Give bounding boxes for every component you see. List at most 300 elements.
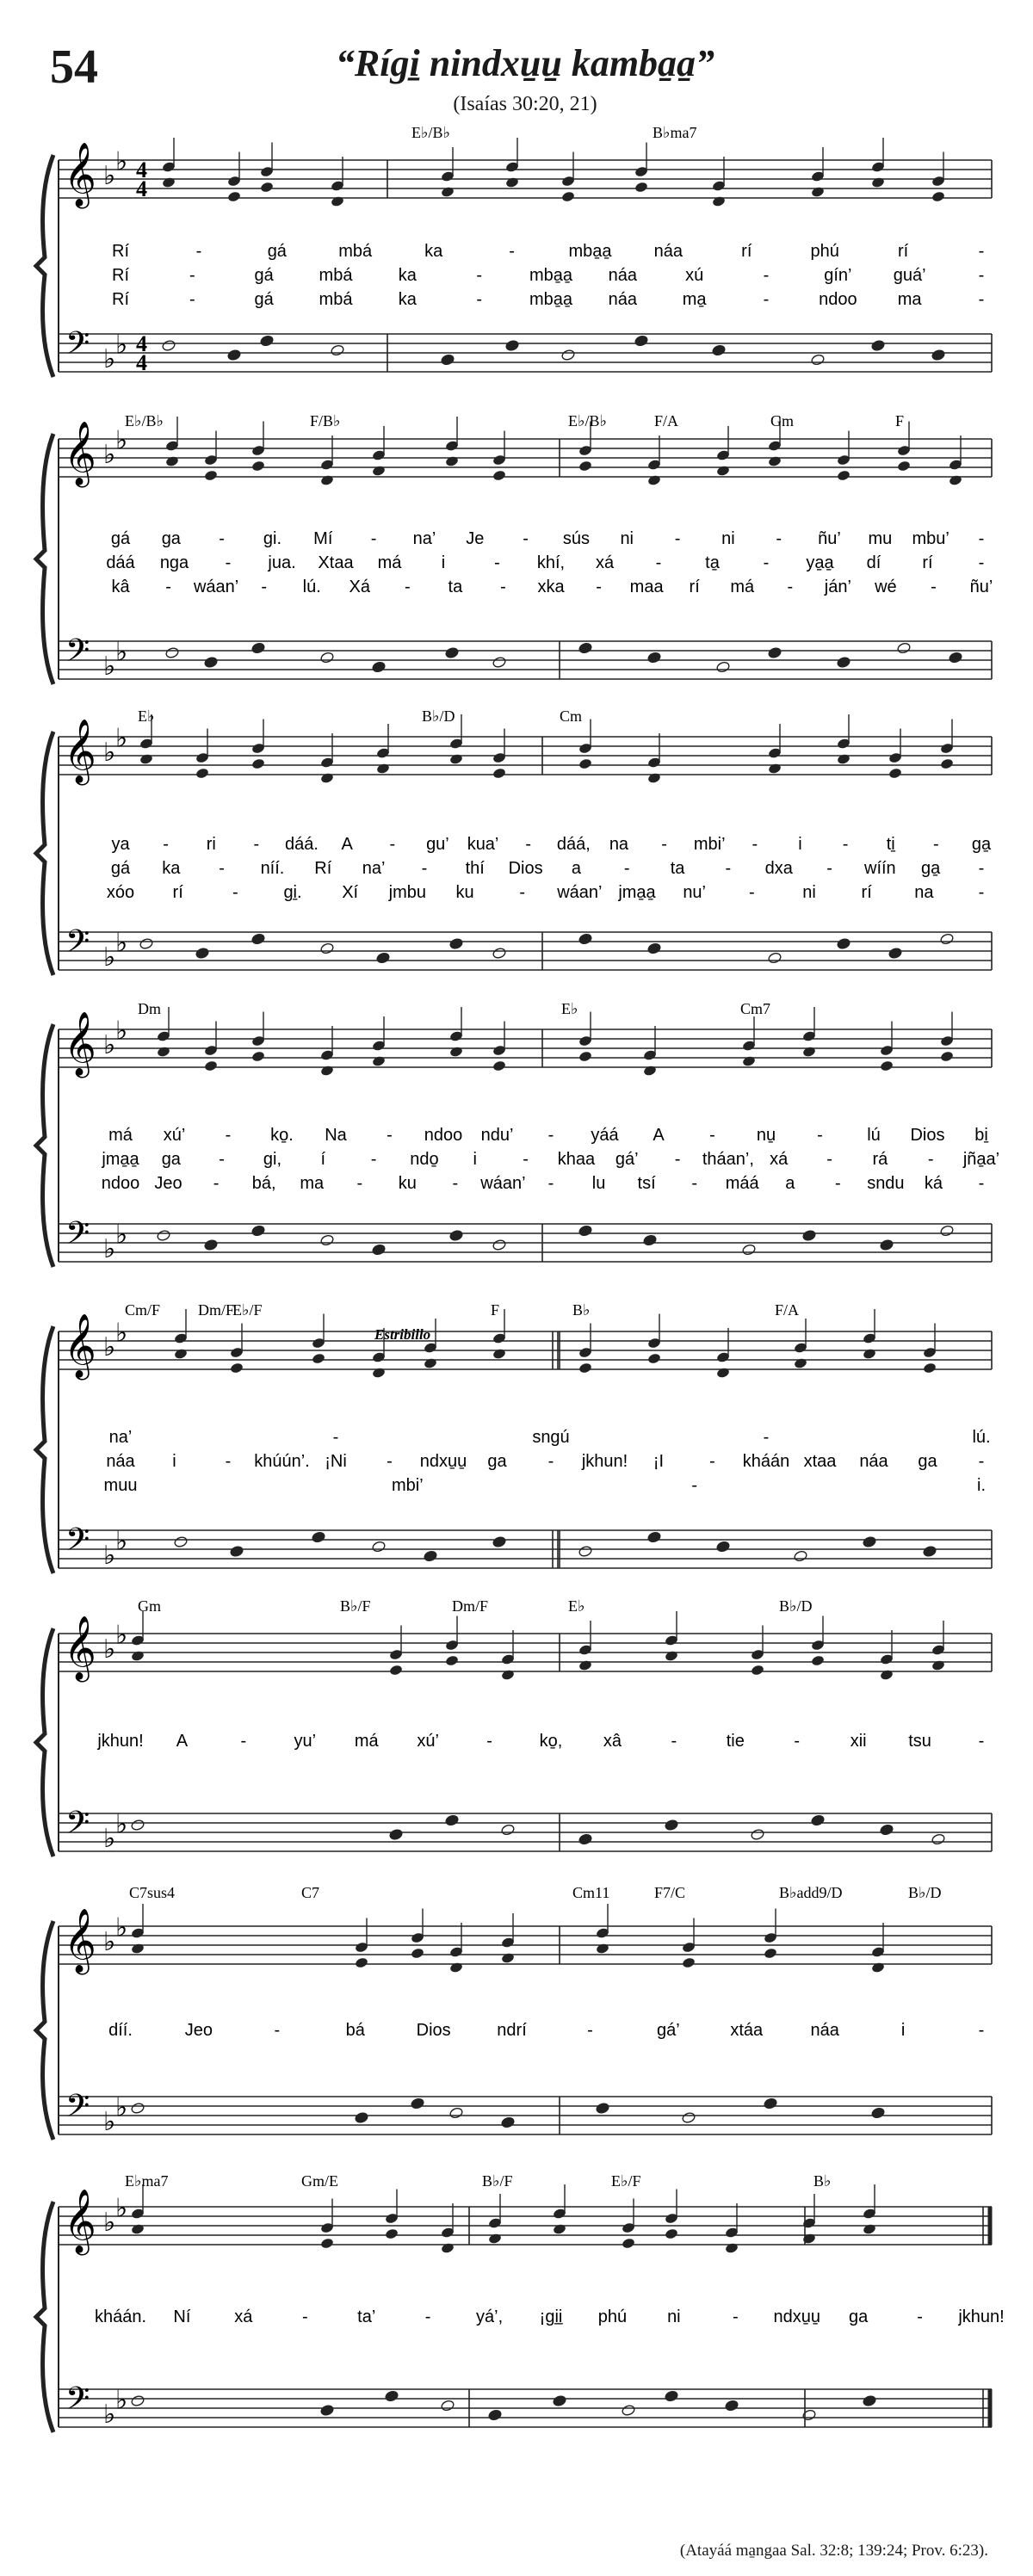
svg-text:♭: ♭ [115, 1620, 128, 1651]
lyric-syllable: lú. [972, 1428, 991, 1447]
note-head [449, 2107, 464, 2119]
chord-symbol: B♭/D [779, 1597, 813, 1615]
brace-icon [36, 1024, 53, 1267]
lyric-syllable: níí. [260, 859, 285, 878]
note-head [251, 642, 266, 654]
lyric-syllable: xú’ [163, 1126, 186, 1145]
note-head [622, 2404, 636, 2416]
note-head [505, 339, 520, 351]
lyric-syllable: ndrí [497, 2021, 527, 2040]
lyric-syllable: Je [466, 529, 485, 548]
lyric-syllable: yu’ [294, 1732, 317, 1751]
note-head [320, 1234, 335, 1246]
note-head [802, 2233, 817, 2245]
lyric-syllable: ñu’ [969, 578, 993, 596]
note-head [647, 652, 662, 664]
chord-symbol: B♭ [813, 2172, 832, 2190]
note-head [553, 2223, 567, 2235]
svg-text:♭: ♭ [115, 2385, 128, 2416]
lyric-syllable: - [332, 1428, 339, 1447]
note-head [501, 1824, 516, 1836]
lyric-syllable: - [195, 242, 202, 261]
lyric-syllable: - [752, 835, 758, 854]
lyric-syllable: jma̱a̱ [102, 1150, 139, 1169]
note-head [897, 460, 912, 472]
lyric-syllable: ko̱. [270, 1126, 294, 1145]
lyric-syllable: nu̱ [756, 1126, 776, 1145]
note-head [880, 1239, 894, 1251]
lyric-syllable: - [917, 2307, 923, 2326]
note-head [492, 1348, 507, 1360]
note-head [940, 933, 955, 945]
note-head [312, 1352, 326, 1364]
svg-text:♭: ♭ [103, 440, 116, 470]
note-head [441, 2400, 455, 2412]
music-system-4 [36, 1000, 999, 1267]
chord-symbol: F/B♭ [310, 412, 341, 429]
lyric-syllable: ta [448, 578, 463, 596]
lyric-syllable: - [725, 859, 732, 878]
lyric-line [109, 1428, 991, 1447]
lyric-syllable: dáá [106, 553, 135, 572]
note-head [880, 1669, 894, 1681]
lyric-syllable: - [834, 1174, 841, 1193]
chord-symbol: Cm/F [125, 1301, 161, 1319]
lyric-syllable: - [519, 883, 526, 902]
chord-symbol: B♭/D [422, 707, 455, 725]
note-head [251, 757, 266, 769]
note-head [578, 1225, 593, 1237]
time-signature: 4 [136, 350, 147, 375]
note-head [888, 767, 903, 779]
lyric-syllable: gá’ [615, 1150, 639, 1169]
lyric-syllable: - [978, 1452, 985, 1471]
lyric-syllable: - [748, 883, 755, 902]
lyric-syllable: - [623, 859, 630, 878]
note-head [712, 344, 727, 356]
lyric-syllable: ta [670, 859, 685, 878]
lyric-syllable: ndxu̱u̱ [419, 1452, 467, 1471]
lyric-syllable: má [730, 578, 755, 596]
lyric-syllable: sndu [867, 1174, 905, 1193]
lyric-syllable: - [189, 266, 195, 285]
bass-clef-icon: 𝄢 [65, 633, 90, 676]
lyric-syllable: - [763, 290, 770, 309]
lyric-syllable: - [978, 290, 985, 309]
note-head [634, 181, 649, 193]
lyric-syllable: dáá, [556, 835, 591, 854]
note-head [492, 469, 507, 481]
note-head [725, 2400, 739, 2412]
lyric-syllable: na’ [412, 529, 436, 548]
lyric-syllable: ga̱ [921, 859, 941, 878]
note-head [647, 1531, 662, 1543]
brace-icon [36, 1628, 53, 1856]
note-head [871, 1961, 886, 1974]
lyric-syllable: jua. [268, 553, 296, 572]
bass-clef-icon: 𝄢 [65, 325, 90, 369]
lyric-syllable: - [596, 578, 602, 596]
note-head [949, 474, 963, 486]
note-head [492, 1059, 507, 1072]
note-head [811, 1654, 826, 1666]
lyric-syllable: mba̱a̱ [529, 290, 573, 309]
lyric-syllable: - [931, 578, 937, 596]
chord-symbol: Dm [138, 1000, 161, 1017]
note-head [863, 1535, 877, 1547]
chord-symbol: Gm [770, 412, 794, 429]
note-head [931, 349, 946, 361]
chord-symbol: B♭/D [908, 1884, 942, 1901]
lyric-syllable: lu [591, 1174, 606, 1193]
lyric-syllable: na’ [362, 859, 386, 878]
note-head [931, 1659, 946, 1671]
chord-symbol: F/A [654, 412, 679, 429]
lyric-syllable: má [354, 1732, 379, 1751]
note-head [320, 2404, 335, 2416]
lyric-syllable: nga [159, 553, 189, 572]
note-head [449, 1229, 464, 1241]
svg-text:♭: ♭ [103, 942, 116, 973]
lyric-syllable: díí. [108, 2021, 133, 2040]
note-head [811, 186, 826, 198]
lyric-syllable: - [232, 883, 238, 902]
lyric-syllable: Dios [910, 1126, 945, 1145]
note-head [331, 344, 345, 356]
lyric-syllable: ni [802, 883, 816, 902]
note-head [647, 474, 662, 486]
brace-icon [36, 434, 53, 684]
note-head [492, 947, 507, 959]
note-head [751, 1664, 765, 1676]
lyric-syllable: - [826, 1150, 832, 1169]
note-head [871, 339, 886, 351]
lyric-syllable: mbi’ [693, 835, 726, 854]
lyric-syllable: jmbu [388, 883, 427, 902]
lyric-syllable: ¡I [653, 1452, 665, 1471]
chord-symbol: E♭/F [232, 1301, 263, 1319]
lyric-line [95, 2307, 1005, 2326]
note-head [204, 469, 219, 481]
lyric-line [111, 835, 992, 854]
chord-symbol: B♭/F [482, 2172, 513, 2190]
lyric-syllable: - [978, 266, 985, 285]
note-head [888, 947, 903, 959]
lyric-syllable: - [525, 835, 532, 854]
note-head [174, 1348, 189, 1360]
note-head [768, 455, 782, 467]
note-head [665, 1819, 679, 1831]
lyric-syllable: má [377, 553, 402, 572]
lyric-syllable: - [163, 835, 169, 854]
chord-symbol: E♭/B♭ [125, 412, 164, 429]
svg-text:♭: ♭ [103, 1824, 116, 1854]
lyric-syllable: - [978, 1732, 985, 1751]
svg-text:♭: ♭ [115, 1526, 128, 1557]
lyric-syllable: - [225, 553, 232, 572]
note-head [372, 1244, 387, 1256]
lyric-syllable: kháán [742, 1452, 790, 1471]
chord-symbol: Gm/E [301, 2172, 338, 2190]
note-head [716, 1541, 731, 1553]
lyric-syllable: - [509, 242, 515, 261]
lyric-syllable: lú. [302, 578, 321, 596]
note-head [355, 1956, 369, 1968]
note-head [505, 176, 520, 188]
note-head [923, 1545, 937, 1557]
lyric-syllable: - [421, 859, 428, 878]
chord-symbol: E♭ [138, 707, 155, 725]
note-head [682, 2111, 696, 2123]
lyric-syllable: xú [685, 266, 704, 285]
lyric-syllable: xá [234, 2307, 253, 2326]
lyric-syllable: thí [465, 859, 485, 878]
lyric-syllable: - [261, 578, 268, 596]
footer-note: (Atayáá ma̱ngaa Sal. 32:8; 139:24; Prov. 6:23). [679, 2542, 988, 2560]
lyric-syllable: - [794, 1732, 801, 1751]
lyric-syllable: gá [254, 266, 274, 285]
lyric-syllable: ká [924, 1174, 943, 1193]
lyric-syllable: náa [810, 2021, 839, 2040]
lyric-syllable: ku [455, 883, 474, 902]
note-head [742, 1055, 757, 1067]
svg-text:♭: ♭ [103, 1332, 116, 1362]
lyric-syllable: má [108, 1126, 133, 1145]
chord-symbol: E♭/B♭ [411, 124, 450, 141]
note-head [449, 1961, 464, 1974]
note-head [251, 1050, 266, 1062]
lyric-syllable: na’ [108, 1428, 133, 1447]
note-head [492, 1535, 507, 1547]
lyric-syllable: mbi’ [391, 1476, 424, 1495]
note-head [802, 1229, 817, 1241]
note-head [634, 335, 649, 347]
note-head [923, 1362, 937, 1374]
note-head [837, 656, 851, 668]
lyric-syllable: - [978, 242, 985, 261]
lyric-line [106, 553, 984, 572]
lyric-syllable: mba̱a̱ [568, 242, 612, 261]
note-head [837, 469, 851, 481]
lyric-syllable: náa [608, 266, 638, 285]
lyric-syllable: - [978, 2021, 985, 2040]
lyric-syllable: mu [868, 529, 893, 548]
note-head [647, 942, 662, 954]
note-head [445, 646, 460, 658]
lyric-syllable: - [691, 1174, 698, 1193]
note-head [445, 1654, 460, 1666]
chord-symbol: B♭ma7 [653, 124, 697, 141]
note-head [385, 2390, 399, 2402]
lyric-syllable: - [301, 2307, 308, 2326]
lyric-syllable: - [978, 553, 985, 572]
lyric-syllable: - [486, 1732, 492, 1751]
lyric-syllable: khúún’. [254, 1452, 310, 1471]
lyric-syllable: xâ [603, 1732, 622, 1751]
note-head [204, 656, 219, 668]
music-system-7 [36, 1884, 992, 2140]
svg-text:♭: ♭ [103, 1030, 116, 1060]
note-head [320, 1065, 335, 1077]
note-head [578, 933, 593, 945]
lyric-syllable: gi̱. [283, 883, 302, 902]
chord-symbol: C7sus4 [129, 1884, 176, 1901]
note-head [449, 937, 464, 949]
lyric-syllable: jña̱a’ [962, 1150, 1000, 1169]
lyric-syllable: i [900, 2021, 906, 2040]
note-head [411, 1947, 425, 1959]
lyric-syllable: xtaa [803, 1452, 837, 1471]
note-head [372, 1541, 387, 1553]
lyric-syllable: ta̱ [705, 553, 720, 572]
note-head [411, 2097, 425, 2110]
chord-symbol: Cm [560, 707, 583, 725]
note-head [174, 1535, 189, 1547]
bass-clef-icon: 𝄢 [65, 1805, 90, 1849]
note-head [195, 947, 210, 959]
svg-text:♭: ♭ [103, 2400, 116, 2430]
lyric-syllable: xá [770, 1150, 789, 1169]
lyric-line [101, 1150, 999, 1169]
music-system-6 [36, 1597, 992, 1856]
svg-text:♭: ♭ [115, 637, 128, 668]
lyric-syllable: wáan’ [480, 1174, 526, 1193]
lyric-syllable: mbá [319, 266, 353, 285]
note-head [424, 1550, 438, 1562]
lyric-syllable: ya [111, 835, 130, 854]
chord-symbol: E♭ma7 [125, 2172, 169, 2190]
note-head [355, 2111, 369, 2123]
note-head [260, 181, 275, 193]
note-head [372, 465, 387, 477]
lyric-syllable: jkhun! [581, 1452, 628, 1471]
svg-text:♭: ♭ [103, 1541, 116, 1571]
lyric-syllable: Jeo [184, 2021, 213, 2040]
note-head [863, 2223, 877, 2235]
lyric-syllable: ri [206, 835, 216, 854]
lyric-line [96, 1732, 984, 1751]
lyric-syllable: ka [398, 290, 417, 309]
lyric-syllable: ján’ [824, 578, 851, 596]
lyric-syllable: jkhun! [97, 1732, 144, 1751]
note-head [162, 176, 176, 188]
lyric-line [106, 1452, 984, 1471]
lyric-syllable: xtáa [730, 2021, 764, 2040]
lyric-syllable: - [387, 1126, 393, 1145]
note-head [441, 2242, 455, 2254]
svg-text:♭: ♭ [115, 1016, 128, 1047]
lyric-syllable: gi. [263, 529, 282, 548]
svg-text:♭: ♭ [103, 1634, 116, 1665]
note-head [165, 455, 180, 467]
lyric-syllable: - [387, 1452, 393, 1471]
note-head [871, 176, 886, 188]
lyric-syllable: tie [726, 1732, 745, 1751]
lyric-syllable: dáá. [285, 835, 319, 854]
note-head [320, 942, 335, 954]
lyric-syllable: xka [537, 578, 565, 596]
lyric-syllable: na [609, 835, 629, 854]
note-head [492, 767, 507, 779]
note-head [131, 1819, 145, 1831]
treble-clef-icon: 𝄞 [64, 1012, 96, 1076]
lyric-syllable: phú [597, 2307, 628, 2326]
lyric-line [102, 1174, 985, 1193]
note-head [940, 1050, 955, 1062]
note-head [837, 753, 851, 765]
lyric-syllable: gín’ [824, 266, 852, 285]
lyric-syllable: ka [162, 859, 181, 878]
lyric-syllable: - [674, 529, 681, 548]
svg-text:♭: ♭ [115, 1809, 128, 1840]
lyric-syllable: náa [106, 1452, 135, 1471]
note-head [751, 1828, 765, 1840]
lyric-syllable: - [587, 2021, 593, 2040]
note-head [372, 661, 387, 673]
lyric-syllable: ga [918, 1452, 937, 1471]
lyric-syllable: - [826, 859, 832, 878]
lyric-syllable: ga [161, 529, 181, 548]
note-head [578, 757, 593, 769]
treble-clef-icon: 𝄞 [64, 143, 96, 207]
lyric-syllable: náa [859, 1452, 888, 1471]
lyric-syllable: mbá [319, 290, 353, 309]
note-head [501, 1669, 516, 1681]
lyric-syllable: Dios [416, 2021, 451, 2040]
lyric-syllable: - [274, 2021, 281, 2040]
lyric-syllable: na [914, 883, 934, 902]
lyric-syllable: rí [861, 883, 872, 902]
lyric-syllable: rí [689, 578, 700, 596]
lyric-syllable: - [787, 578, 794, 596]
lyric-syllable: nu’ [683, 883, 707, 902]
lyric-syllable: mbu’ [912, 529, 949, 548]
note-head [949, 652, 963, 664]
refrain-marker: Estribillo [374, 1326, 431, 1343]
lyric-syllable: ga [487, 1452, 507, 1471]
note-head [165, 646, 180, 658]
note-head [441, 186, 455, 198]
lyric-syllable: - [817, 1126, 823, 1145]
lyric-syllable: Ní [173, 2307, 191, 2326]
lyric-syllable: bi̱ [974, 1126, 988, 1145]
lyric-syllable: ga̱ [971, 835, 992, 854]
lyric-syllable: wáan’ [193, 578, 239, 596]
chord-symbol: E♭/B♭ [568, 412, 607, 429]
lyric-syllable: yá’, [476, 2307, 504, 2326]
note-head [389, 1828, 404, 1840]
lyric-syllable: Rí [112, 290, 129, 309]
note-head [764, 1947, 778, 1959]
lyric-syllable: - [424, 2307, 431, 2326]
svg-text:♭: ♭ [115, 2092, 128, 2123]
lyric-syllable: ndu’ [480, 1126, 514, 1145]
lyric-syllable: Rí [112, 242, 129, 261]
note-head [764, 2097, 778, 2110]
lyric-syllable: - [219, 859, 225, 878]
note-head [811, 354, 826, 366]
lyric-syllable: - [547, 1452, 554, 1471]
brace-icon [36, 2202, 53, 2432]
note-head [331, 195, 345, 207]
note-head [742, 1244, 757, 1256]
lyric-syllable: rá [872, 1150, 888, 1169]
lyric-syllable: - [978, 883, 985, 902]
note-head [445, 1814, 460, 1826]
lyric-syllable: - [763, 266, 770, 285]
lyric-line [112, 290, 984, 309]
note-head [647, 772, 662, 784]
